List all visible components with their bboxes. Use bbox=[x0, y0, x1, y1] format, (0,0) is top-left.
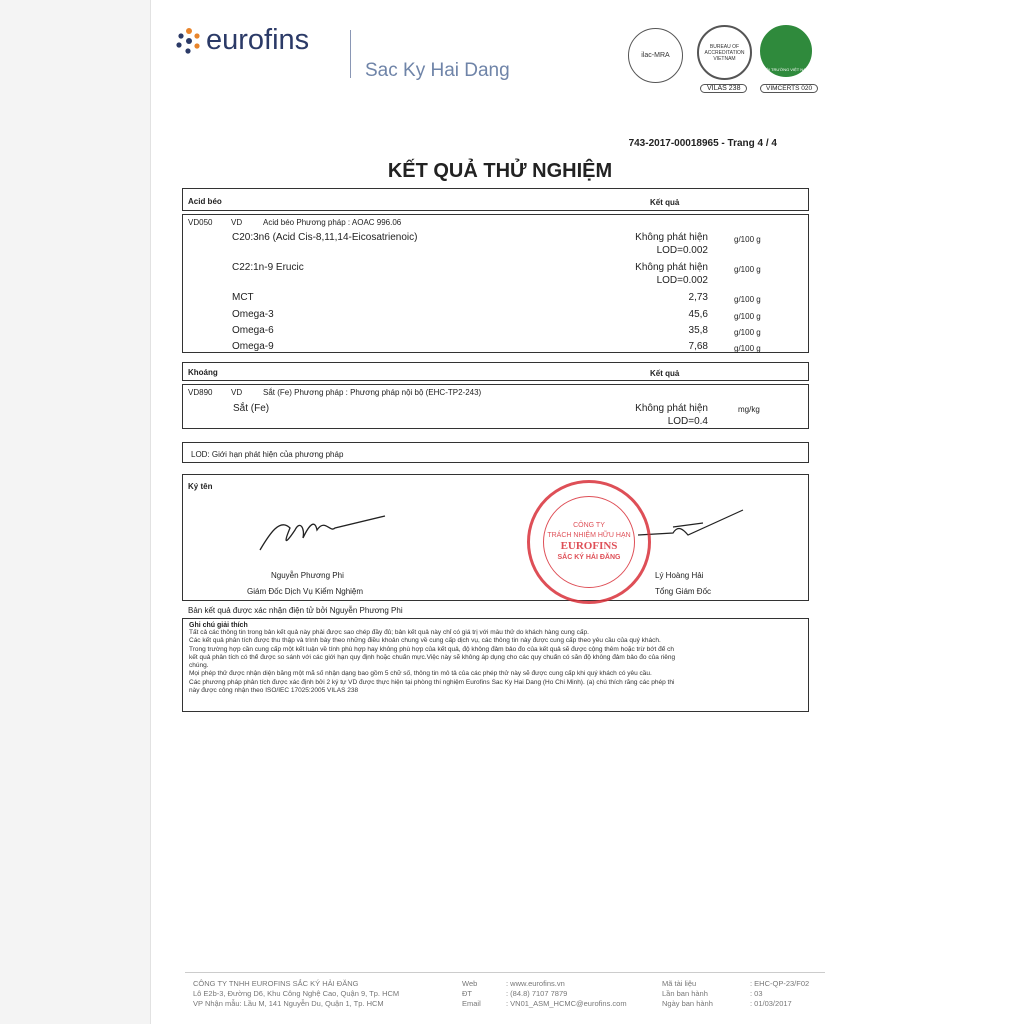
signer-left-name: Nguyễn Phương Phi bbox=[271, 571, 344, 580]
result-value: 2,73 bbox=[688, 292, 708, 303]
signature-left-icon bbox=[255, 508, 390, 558]
result-header: Kết quả bbox=[650, 369, 680, 378]
analyte-name: Omega-9 bbox=[232, 341, 274, 352]
eurofins-logo-icon bbox=[175, 27, 203, 55]
acid-header bbox=[182, 188, 809, 211]
vimcerts-badge-icon: HỘI TRƯỜNG VIỆT NAM bbox=[760, 25, 812, 77]
analyte-name: Omega-6 bbox=[232, 325, 274, 336]
footer-company: CÔNG TY TNHH EUROFINS SẮC KÝ HẢI ĐĂNG Lô E2b-3, Đường D6, Khu Công Nghệ Cao, Quận 9, Tp. HCM VP Nhận mẫu: Lầu M, 141 Nguyễn Du, Quận 1, Tp. HCM bbox=[193, 979, 400, 1008]
mineral-header bbox=[182, 362, 809, 381]
note-line: chúng. bbox=[189, 662, 209, 670]
note-line: Trong trường hợp cần cung cấp một kết luận về tính phù hợp hay không phù hợp của kết quả, độ không đảm bảo đo của kết quả sẽ được cộng thêm hoặc trừ bớt để ch bbox=[189, 645, 675, 653]
analyte-name: C20:3n6 (Acid Cis-8,11,14-Eicosatrienoic) bbox=[232, 232, 418, 243]
lod-value: LOD=0.002 bbox=[656, 275, 708, 286]
section-title: Khoáng bbox=[188, 368, 218, 377]
vd-flag: VD bbox=[231, 388, 243, 397]
notes-title: Ghi chú giải thích bbox=[189, 622, 248, 629]
test-code: VD050 bbox=[188, 218, 213, 227]
footer-divider bbox=[185, 972, 825, 973]
unit: g/100 g bbox=[734, 328, 761, 337]
result-value: 35,8 bbox=[688, 325, 708, 336]
unit: mg/kg bbox=[738, 405, 760, 414]
signature-box bbox=[182, 474, 809, 601]
lod-value: LOD=0.4 bbox=[667, 416, 708, 427]
vimcerts-label: VIMCERTS 020 bbox=[760, 84, 818, 93]
analyte-name: C22:1n-9 Erucic bbox=[232, 262, 304, 273]
note-line: Các kết quả phân tích được thu thập và trình bày theo những điều khoản chung về cung cấp dịch vụ, các thông tin này được cung cấp theo yêu cầu của quý khách. bbox=[189, 637, 661, 645]
signature-label: Ký tên bbox=[188, 482, 213, 491]
vd-flag: VD bbox=[231, 218, 243, 227]
sub-brand: Sac Ky Hai Dang bbox=[365, 60, 510, 81]
signer-right-title: Tổng Giám Đốc bbox=[655, 587, 712, 596]
unit: g/100 g bbox=[734, 312, 761, 321]
unit: g/100 g bbox=[734, 235, 761, 244]
result-value: 45,6 bbox=[688, 309, 708, 320]
unit: g/100 g bbox=[734, 295, 761, 304]
result-value: Không phát hiện bbox=[635, 262, 708, 273]
brand-name: eurofins bbox=[206, 24, 310, 56]
result-header: Kết quả bbox=[650, 198, 680, 207]
footer-doc-values: : EHC-QP-23/F02 : 03 : 01/03/2017 bbox=[750, 979, 810, 1008]
analyte-name: MCT bbox=[232, 292, 254, 303]
electronic-confirmation: Bản kết quả được xác nhận điện tử bởi Nguyễn Phương Phi bbox=[188, 606, 403, 615]
note-line: Các phương pháp phân tích được xác định bởi 2 ký tự VD được thực hiện tại phòng thí nghiệm Eurofins Sac Ky Hai Dang (Ho Chi Minh). (a) chú thích rằng các phép thi bbox=[189, 678, 675, 686]
footer-contact-values: : www.eurofins.vn : (84.8) 7107 7879 : VN01_ASM_HCMC@eurofins.com bbox=[506, 979, 627, 1008]
header-divider bbox=[350, 30, 351, 78]
method: Sắt (Fe) Phương pháp : Phương pháp nội bộ (EHC-TP2-243) bbox=[263, 388, 482, 397]
signer-right-name: Lý Hoàng Hải bbox=[655, 571, 704, 580]
result-value: Không phát hiện bbox=[635, 232, 708, 243]
lod-note: LOD: Giới hạn phát hiện của phương pháp bbox=[191, 450, 344, 459]
lod-note-box bbox=[182, 442, 809, 463]
mineral-results bbox=[182, 384, 809, 429]
ilac-badge-icon: ilac-MRA bbox=[628, 28, 683, 83]
lod-value: LOD=0.002 bbox=[656, 245, 708, 256]
page-title: KẾT QUẢ THỬ NGHIỆM bbox=[387, 160, 613, 182]
note-line: Mọi phép thử được nhận diện bằng một mã số nhận dạng bao gồm 5 chữ số, thông tin mô tả của các phép thử này sẽ được cung cấp khi quý khách có yêu cầu. bbox=[189, 670, 652, 678]
result-value: 7,68 bbox=[688, 341, 708, 352]
test-code: VD890 bbox=[188, 388, 213, 397]
unit: g/100 g bbox=[734, 344, 761, 353]
note-line: Tất cả các thông tin trong bản kết quả này phải được sao chép đầy đủ; bản kết quả này chỉ có giá trị với mẫu thử do khách hàng cung cấp. bbox=[189, 629, 589, 636]
signer-left-title: Giám Đốc Dịch Vụ Kiểm Nghiệm bbox=[247, 587, 364, 596]
report-reference: 743-2017-00018965 - Trang 4 / 4 bbox=[628, 138, 777, 149]
result-value: Không phát hiện bbox=[635, 403, 708, 414]
company-stamp-icon: CÔNG TY TRÁCH NHIỆM HỮU HẠN EUROFINS SẮC KÝ HẢI ĐĂNG bbox=[527, 480, 651, 604]
analyte-name: Sắt (Fe) bbox=[233, 403, 270, 414]
note-line: này được công nhận theo ISO/IEC 17025:2005 VILAS 238 bbox=[189, 687, 359, 695]
unit: g/100 g bbox=[734, 265, 761, 274]
boa-badge-icon: BUREAU OF ACCREDITATION VIETNAM bbox=[697, 25, 752, 80]
method: Acid béo Phương pháp : AOAC 996.06 bbox=[263, 218, 402, 227]
note-line: kết quả phân tích có thể được so sánh với các giới hạn quy định hoặc chuẩn mực.Việc này sẽ không áp dụng cho các quy chuẩn có sẵn độ không đảm bảo đo của riêng bbox=[189, 653, 676, 661]
footer-contact-labels: Web ĐT Email bbox=[462, 979, 481, 1008]
footer-doc-labels: Mã tài liệu Lần ban hành Ngày ban hành bbox=[662, 979, 713, 1008]
notes-box bbox=[182, 618, 809, 712]
vilas-label: VILAS 238 bbox=[700, 84, 747, 93]
analyte-name: Omega-3 bbox=[232, 309, 274, 320]
section-title: Acid béo bbox=[188, 197, 222, 206]
